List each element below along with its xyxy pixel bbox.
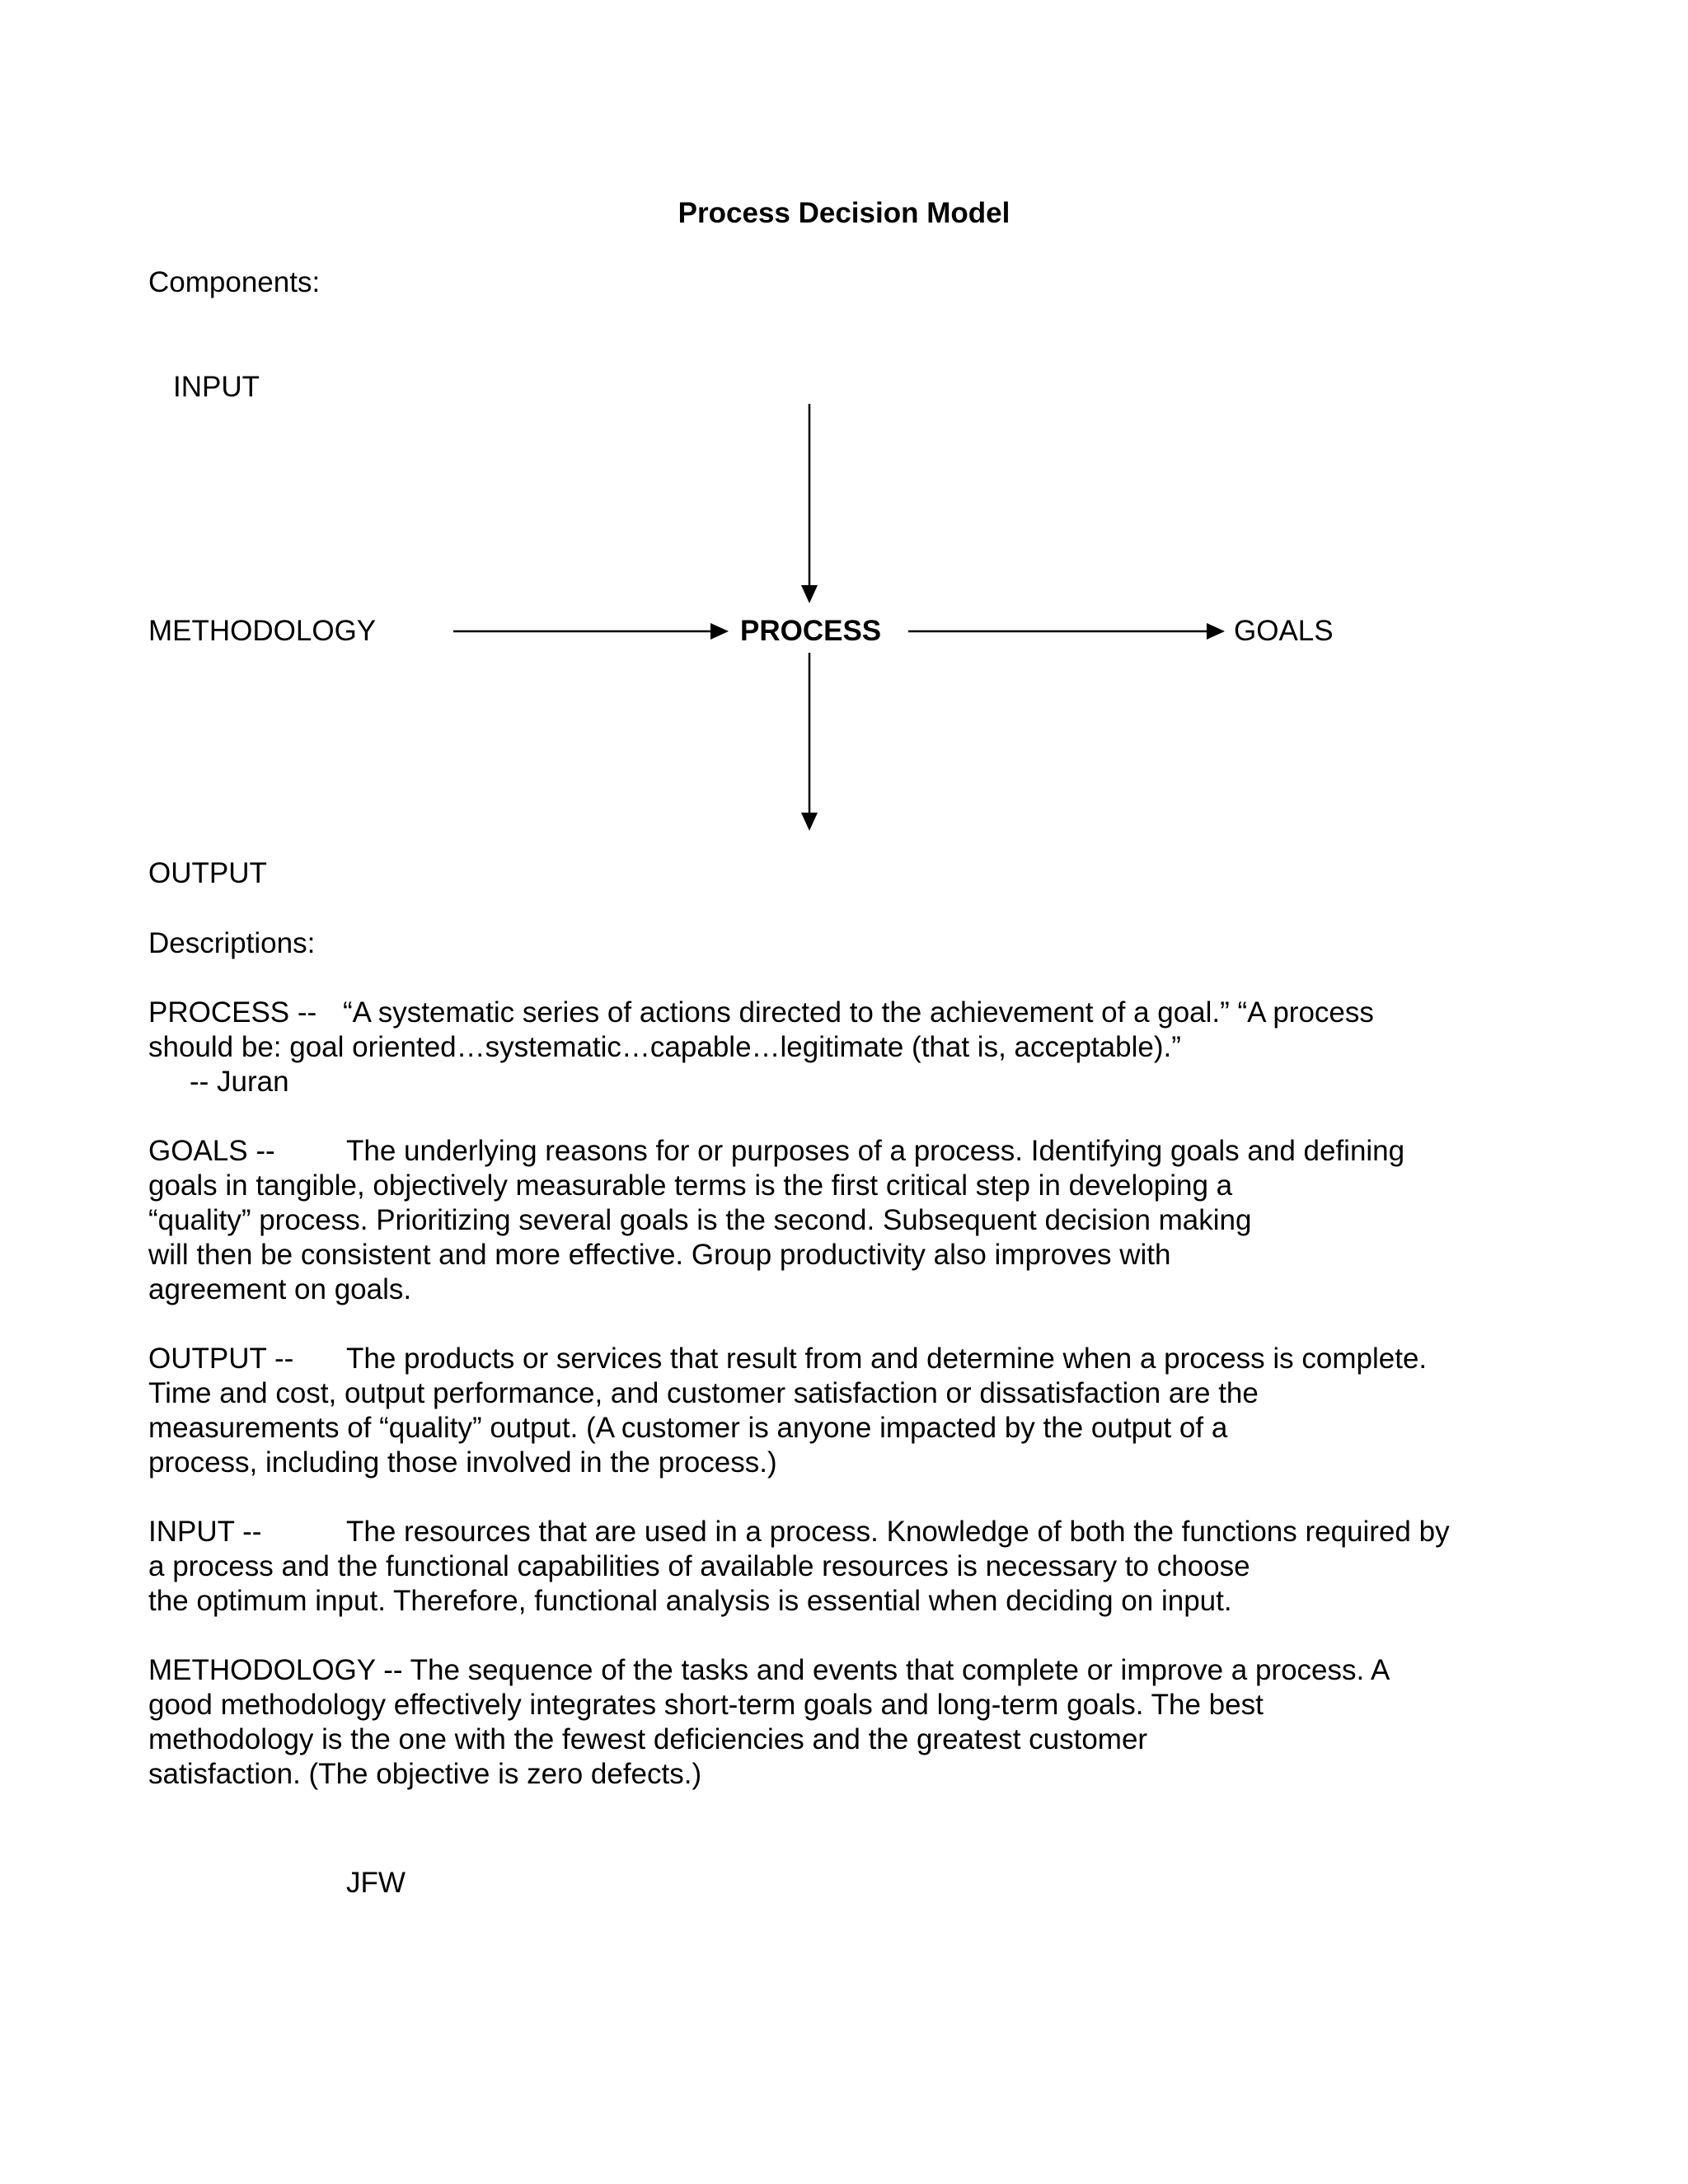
output-line-2: Time and cost, output performance, and customer satisfaction or dissatisfaction are the	[148, 1377, 1259, 1409]
goals-line-2: goals in tangible, objectively measurable terms is the first critical step in developing a	[148, 1169, 1233, 1202]
components-label: Components:	[148, 266, 321, 298]
process-line-1: “A systematic series of actions directed to the achievement of a goal.” “A process	[343, 996, 1374, 1029]
diagram-process-label: PROCESS	[740, 615, 882, 647]
process-description-line	[148, 996, 1374, 1030]
diagram-goals-label: GOALS	[1234, 615, 1334, 647]
input-arrowhead	[801, 585, 818, 603]
goals-line-4: will then be consistent and more effective. Group productivity also improves with	[148, 1239, 1171, 1271]
methodology-description-line	[148, 1653, 1390, 1688]
goals-line-1: The underlying reasons for or purposes of a process. Identifying goals and defining	[346, 1135, 1405, 1167]
input-description-line	[148, 1515, 1450, 1549]
output-line-1: The products or services that result from and determine when a process is complete.	[346, 1343, 1428, 1375]
output-description	[148, 1342, 1427, 1480]
process-term: PROCESS --	[148, 996, 317, 1029]
input-line-1: The resources that are used in a process. Knowledge of both the functions required by	[346, 1516, 1450, 1548]
methodology-line-2: good methodology effectively integrates short-term goals and long-term goals. The best	[148, 1689, 1264, 1721]
methodology-arrowhead	[710, 623, 729, 640]
goals-line-5: agreement on goals.	[148, 1273, 412, 1305]
descriptions-label: Descriptions:	[148, 927, 316, 959]
methodology-line-3: methodology is the one with the fewest deficiencies and the greatest customer	[148, 1723, 1148, 1755]
diagram-input-label: INPUT	[173, 371, 260, 403]
input-line-3: the optimum input. Therefore, functional analysis is essential when deciding on input.	[148, 1585, 1232, 1617]
input-line-2: a process and the functional capabilities of available resources is necessary to choose	[148, 1550, 1250, 1582]
output-line-4: process, including those involved in the process.)	[148, 1446, 777, 1479]
process-attribution: -- Juran	[190, 1066, 289, 1098]
goals-arrowhead	[1207, 623, 1225, 640]
input-description	[148, 1515, 1450, 1619]
output-arrowhead	[801, 813, 818, 831]
goals-term: GOALS --	[148, 1135, 275, 1167]
methodology-description	[148, 1653, 1390, 1792]
goals-line-3: “quality” process. Prioritizing several goals is the second. Subsequent decision making	[148, 1204, 1252, 1236]
signature-initials: JFW	[346, 1867, 406, 1899]
diagram-methodology-label: METHODOLOGY	[148, 615, 377, 647]
process-line-2: should be: goal oriented…systematic…capable…legitimate (that is, acceptable).”	[148, 1031, 1181, 1063]
diagram-output-label: OUTPUT	[148, 857, 267, 889]
process-diagram	[0, 0, 1688, 907]
methodology-term: METHODOLOGY --	[148, 1654, 403, 1686]
output-description-line	[148, 1342, 1427, 1376]
process-description	[148, 996, 1374, 1099]
input-term: INPUT --	[148, 1516, 262, 1548]
output-line-3: measurements of “quality” output. (A customer is anyone impacted by the output of a	[148, 1412, 1228, 1444]
methodology-line-1: The sequence of the tasks and events that complete or improve a process. A	[410, 1654, 1390, 1686]
page-title: Process Decision Model	[678, 197, 1010, 229]
methodology-line-4: satisfaction. (The objective is zero defects.)	[148, 1758, 702, 1790]
goals-description-line	[148, 1134, 1404, 1169]
goals-description	[148, 1134, 1404, 1307]
output-term: OUTPUT --	[148, 1343, 294, 1375]
